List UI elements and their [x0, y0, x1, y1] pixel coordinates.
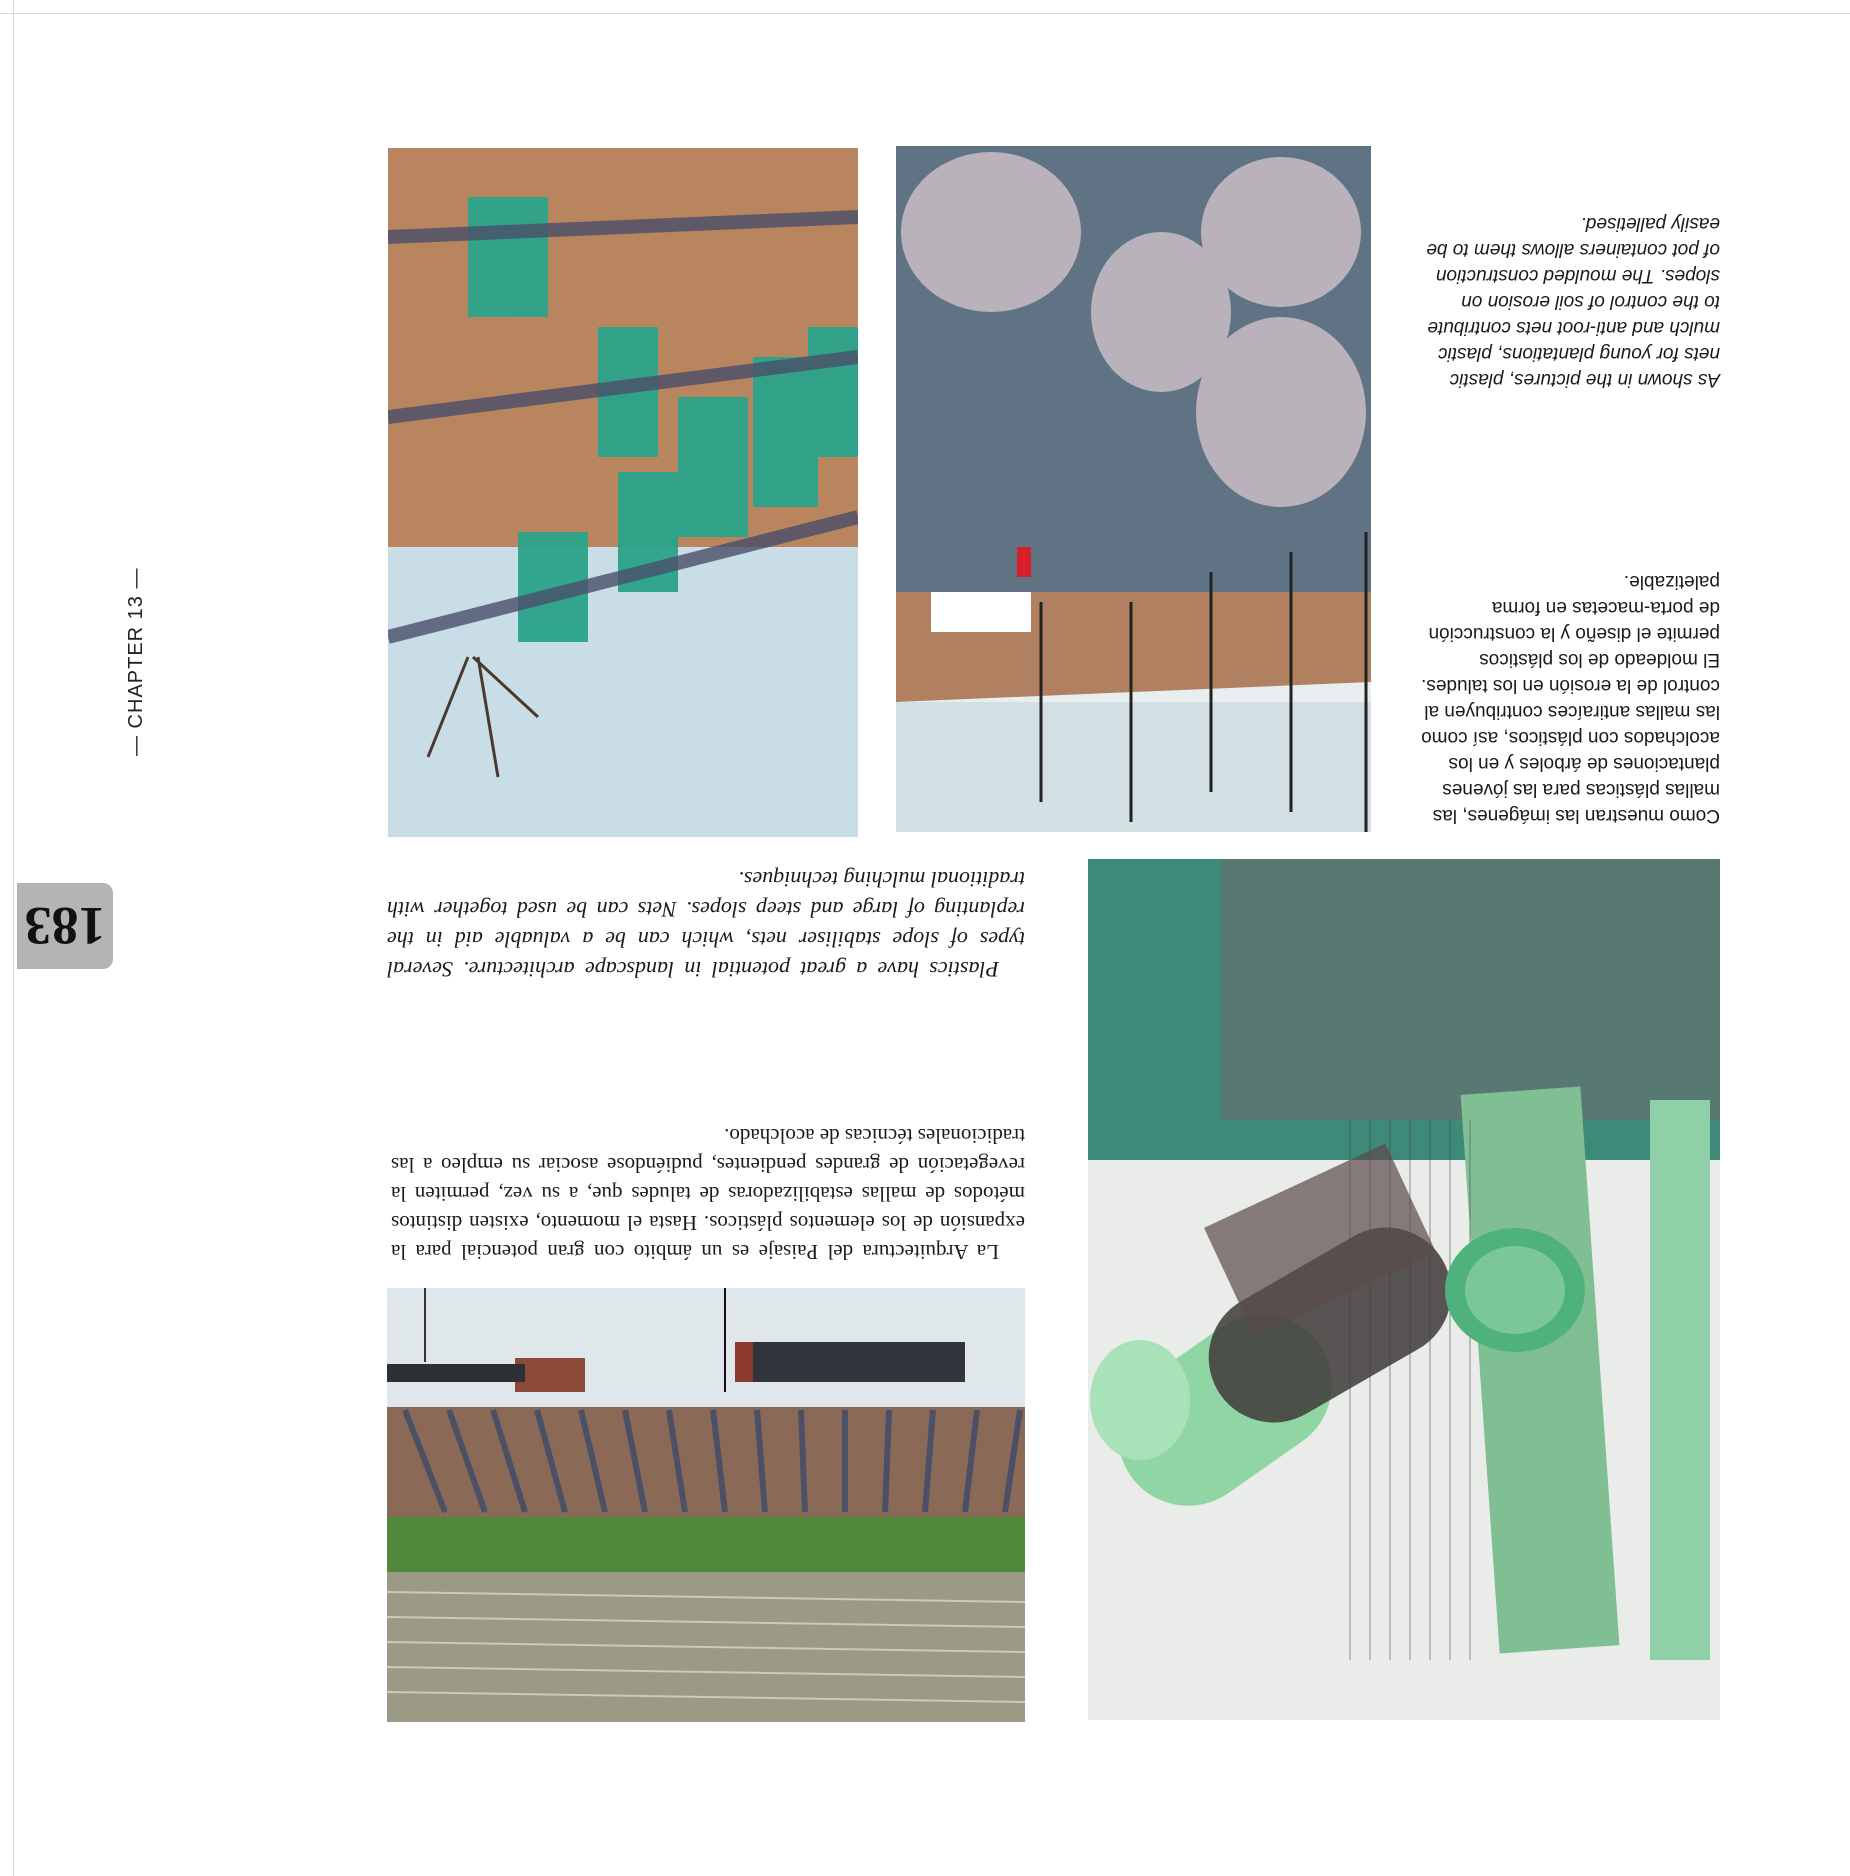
- page-edge-line: [0, 13, 1850, 14]
- body-text-spanish: La Arquitectura del Paisaje es un ámbito con gran potencial para la expansión de los elementos plásticos. Hasta el momento, existen distintos métodos de mallas estabilizadoras de taludes que, a su vez, permiten la revegetación de grandes pendientes, pudiéndose asociar su empleo a las tradicionales técnicas de acolchado.: [391, 1124, 1025, 1264]
- green-tree-nets-photo: [388, 148, 858, 837]
- page-number: 183: [24, 896, 106, 956]
- caption-english: As shown in the pictures, plastic nets for young plantations, plastic mulch and anti-root nets contribute to the control of soil erosion on slopes. The moulded construction of pot containers allows them to be easily palletised.: [1426, 213, 1720, 390]
- plastic-tubes-nets-photo: [1088, 859, 1720, 1720]
- body-text-english: Plastics have a great potential in landscape architecture. Several types of slope stabiliser nets, which can be a valuable aid in the replanting of large and steep slopes. Nets can be used together with traditional mulching techniques.: [387, 867, 1025, 982]
- chapter-label: — CHAPTER 13 —: [125, 567, 147, 756]
- vineyard-slope-photo: [387, 1288, 1025, 1722]
- page-edge-line: [13, 0, 14, 1876]
- plastic-mulch-slope-photo: [896, 146, 1371, 832]
- caption-spanish: Como muestran las imágenes, las mallas plásticas para las jóvenes plantaciones de árboles y en los acolchados con plásticos, así como las mallas antiraíces contribuyen al control de la erosión en los taludes. El moldeado de los plásticos permite el diseño y la construcción de porta-macetas en forma paletizable.: [1421, 571, 1720, 826]
- page-number-tab: [17, 883, 113, 969]
